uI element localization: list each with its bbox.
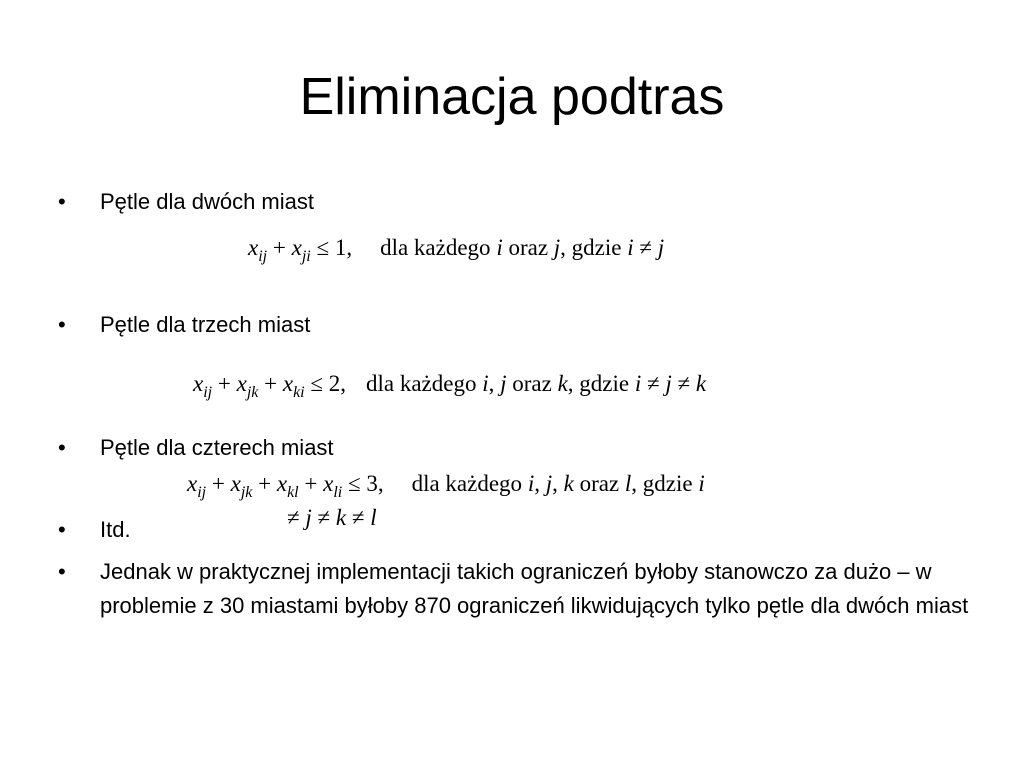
formula-text-and: oraz — [512, 371, 552, 396]
bullet-dot: • — [58, 559, 66, 584]
formula-text-where: gdzie — [571, 235, 622, 260]
formula-text-and: oraz — [508, 235, 549, 260]
formula-two-cities: $x_{ij} + x_{ji} \le 1$, dla każdego i oraz j, gdzie i ≠ j — [248, 235, 665, 265]
bullet-dot: • — [58, 435, 66, 460]
formula-text-prefix: dla każdego — [380, 235, 491, 260]
formula-four-cities-line-2: ≠ j ≠ k ≠ l — [287, 505, 377, 530]
formula-text-prefix: dla każdego — [411, 471, 523, 496]
formula-three-cities: $x_{ij} + x_{jk} + x_{ki} \le 2$, dla każdego i, j oraz k, gdzie i ≠ j ≠ k — [193, 371, 707, 401]
bullet-text: Pętle dla dwóch miast — [100, 189, 314, 214]
formula-text-where: gdzie — [642, 471, 693, 496]
formula-lhs: $x_{ij} + x_{jk} + x_{kl} + x_{li} \le 3$, — [187, 471, 384, 501]
slide-title: Eliminacja podtras — [299, 68, 725, 126]
bullet-dot: • — [58, 189, 66, 214]
formula-four-cities-line-1: $x_{ij} + x_{jk} + x_{kl} + x_{li} \le 3$, dla każdego i, j, k oraz l, gdzie i — [187, 471, 705, 501]
bullet-text: Itd. — [100, 517, 131, 542]
formula-text-where: gdzie — [579, 371, 630, 396]
formula-lhs: $x_{ij} + x_{jk} + x_{ki} \le 2$, — [193, 371, 346, 401]
formula-text-prefix: dla każdego — [365, 371, 477, 396]
formula-lhs: $x_{ij} + x_{ji} \le 1$, — [248, 235, 353, 265]
bullet-text: Jednak w praktycznej implementacji takich ograniczeń byłoby stanowczo za dużo – w problemie z 30 miastami byłoby 870 ograniczeń likwidujących tylko pętle dla dwóch miast — [100, 559, 969, 618]
bullet-dot: • — [58, 312, 66, 337]
formula-text-and: oraz — [579, 471, 620, 496]
bullet-text: Pętle dla czterech miast — [100, 435, 334, 460]
bullet-dot: • — [58, 517, 66, 542]
bullet-text: Pętle dla trzech miast — [100, 312, 311, 337]
